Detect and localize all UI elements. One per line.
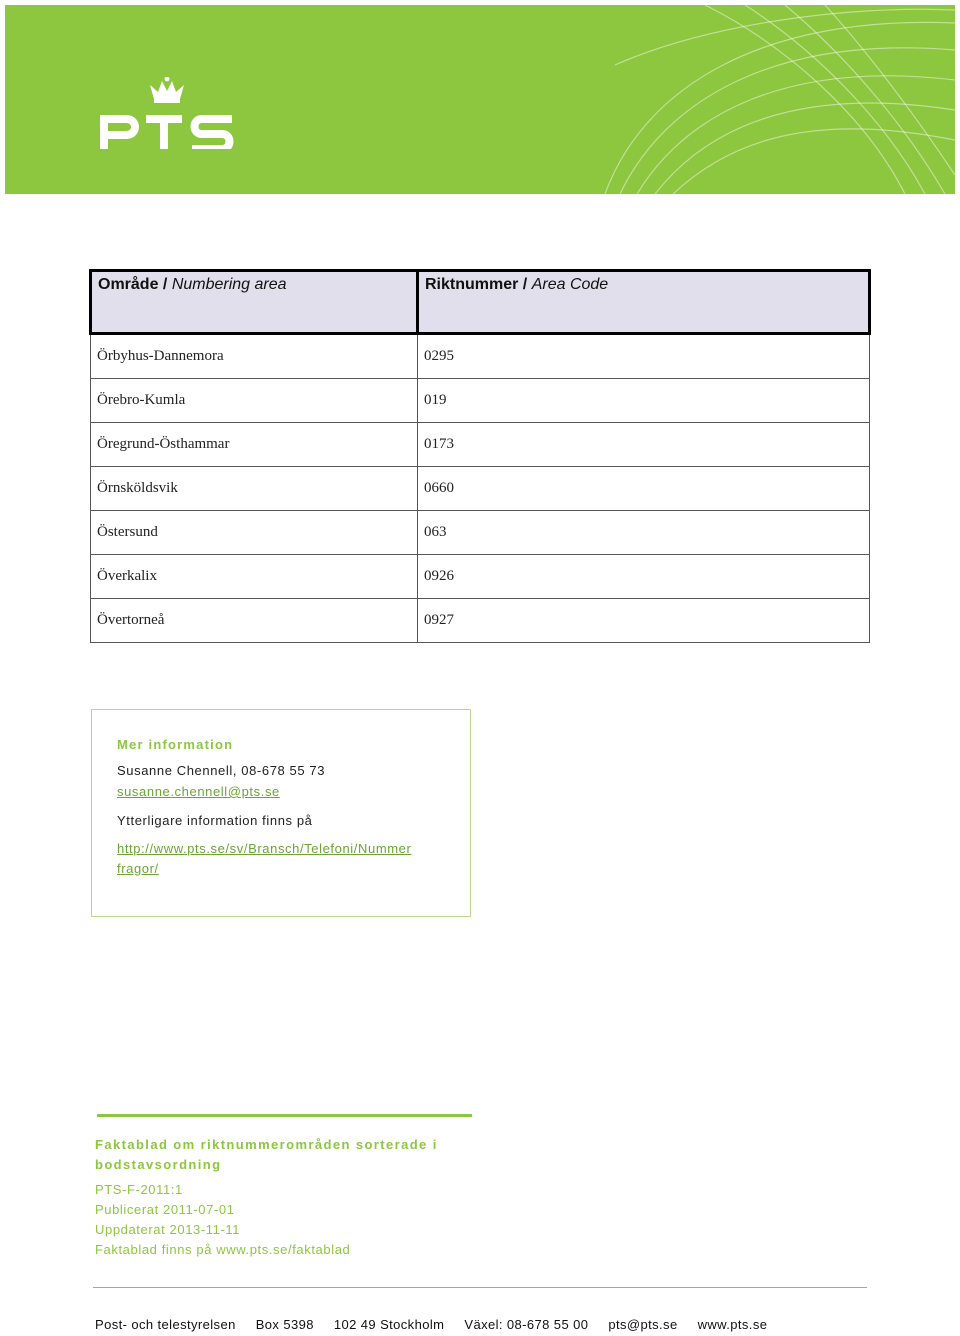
footer-city: 102 49 Stockholm <box>333 1317 445 1332</box>
factsheet-availability: Faktablad finns på www.pts.se/faktablad <box>95 1242 351 1257</box>
more-info-heading: Mer information <box>117 737 234 752</box>
footer-org: Post- och telestyrelsen <box>95 1317 236 1332</box>
table-header-row <box>91 271 870 334</box>
section-divider <box>97 1114 472 1117</box>
updated-date: Uppdaterat 2013-11-11 <box>95 1222 241 1237</box>
code-cell: 0927 <box>418 599 870 643</box>
info-url-line1: http://www.pts.se/sv/Bransch/Telefoni/Nummer <box>117 841 412 856</box>
table-row <box>91 511 870 555</box>
column-header-area: Område / Numbering area <box>91 271 418 334</box>
more-info-box <box>91 709 471 917</box>
footer-divider <box>93 1287 867 1288</box>
code-cell: 0173 <box>418 423 870 467</box>
table-row <box>91 423 870 467</box>
page-footer <box>95 1317 767 1332</box>
contact-person: Susanne Chennell, 08-678 55 73 <box>117 763 326 778</box>
header-banner <box>5 5 955 194</box>
area-cell: Övertorneå <box>91 599 418 643</box>
table-row <box>91 467 870 511</box>
factsheet-info <box>95 1135 475 1260</box>
crown-icon <box>150 77 184 103</box>
info-url-line2: fragor/ <box>117 861 159 876</box>
area-cell: Östersund <box>91 511 418 555</box>
code-cell: 019 <box>418 379 870 423</box>
code-cell: 0926 <box>418 555 870 599</box>
footer-web[interactable]: www.pts.se <box>697 1317 768 1332</box>
area-code-table <box>89 269 871 643</box>
table-row <box>91 334 870 379</box>
info-url-link[interactable] <box>117 839 457 879</box>
table-row <box>91 555 870 599</box>
area-cell: Öregrund-Östhammar <box>91 423 418 467</box>
area-cell: Örebro-Kumla <box>91 379 418 423</box>
table-row <box>91 599 870 643</box>
more-info-text: Ytterligare information finns på <box>117 813 313 828</box>
footer-box: Box 5398 <box>255 1317 314 1332</box>
area-cell: Överkalix <box>91 555 418 599</box>
table-row <box>91 379 870 423</box>
published-date: Publicerat 2011-07-01 <box>95 1202 235 1217</box>
area-cell: Örbyhus-Dannemora <box>91 334 418 379</box>
factsheet-title: Faktablad om riktnummerområden sorterade i bodstavsordning <box>95 1137 438 1172</box>
footer-email[interactable]: pts@pts.se <box>608 1317 678 1332</box>
pts-logo <box>98 77 238 149</box>
contact-email-link[interactable]: susanne.chennell@pts.se <box>117 784 280 799</box>
code-cell: 063 <box>418 511 870 555</box>
area-cell: Örnsköldsvik <box>91 467 418 511</box>
factsheet-id: PTS-F-2011:1 <box>95 1182 183 1197</box>
code-cell: 0660 <box>418 467 870 511</box>
code-cell: 0295 <box>418 334 870 379</box>
footer-phone: Växel: 08-678 55 00 <box>464 1317 589 1332</box>
column-header-code: Riktnummer / Area Code <box>418 271 870 334</box>
